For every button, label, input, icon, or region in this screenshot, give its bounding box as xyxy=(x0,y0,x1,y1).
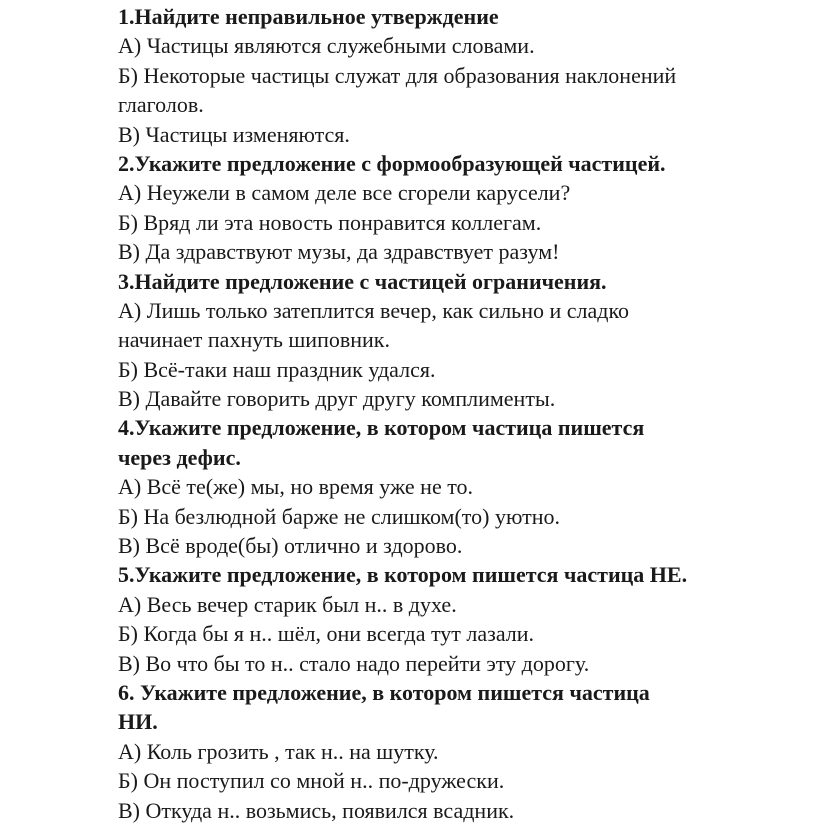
question-line: НИ. xyxy=(118,709,158,735)
question-line: 1.Найдите неправильное утверждение xyxy=(118,4,499,29)
question-line: 6. Укажите предложение, в котором пишется частица xyxy=(118,679,650,705)
answer-line: А) Весь вечер старик был н.. в духе. xyxy=(118,591,457,617)
answer-line: В) Частицы изменяются. xyxy=(118,121,350,147)
question-line: 5.Укажите предложение, в котором пишется частица НЕ. xyxy=(118,562,688,588)
answer-line: Б) Когда бы я н.. шёл, они всегда тут лазали. xyxy=(118,621,535,647)
question-list xyxy=(118,2,818,825)
answer-line: В) Всё вроде(бы) отлично и здорово. xyxy=(118,533,463,559)
cut-off-line-shape xyxy=(118,819,818,828)
answer-line: Б) Он поступил со мной н.. по-дружески. xyxy=(118,768,505,794)
document-page xyxy=(118,2,818,825)
answer-line: Б) Всё-таки наш праздник удался. xyxy=(118,356,436,382)
answer-line: Б) Вряд ли эта новость понравится коллегам. xyxy=(118,209,542,235)
answer-line: А) Лишь только затеплится вечер, как сильно и сладко xyxy=(118,297,630,323)
question-line: 4.Укажите предложение, в котором частица пишется xyxy=(118,415,645,441)
answer-line: А) Всё те(же) мы, но время уже не то. xyxy=(118,474,474,500)
question-line: 2.Укажите предложение с формообразующей частицей. xyxy=(118,150,666,176)
answer-line: В) Давайте говорить друг другу комплименты. xyxy=(118,386,556,412)
cut-off-line xyxy=(118,819,818,828)
answer-line: В) Во что бы то н.. стало надо перейти эту дорогу. xyxy=(118,650,590,676)
answer-line: А) Коль грозить , так н.. на шутку. xyxy=(118,738,439,764)
answer-line: А) Частицы являются служебными словами. xyxy=(118,33,535,59)
answer-line: начинает пахнуть шиповник. xyxy=(118,327,390,353)
answer-line: Б) На безлюдной барже не слишком(то) уютно. xyxy=(118,503,560,529)
answer-line: А) Неужели в самом деле все сгорели карусели? xyxy=(118,180,571,206)
answer-line: Б) Некоторые частицы служат для образования наклонений xyxy=(118,62,677,88)
question-line: 3.Найдите предложение с частицей ограничения. xyxy=(118,268,607,294)
answer-line: глаголов. xyxy=(118,92,204,118)
answer-line: В) Откуда н.. возьмись, появился всадник. xyxy=(118,797,515,823)
answer-line: В) Да здравствуют музы, да здравствует разум! xyxy=(118,239,560,265)
question-line: через дефис. xyxy=(118,444,241,470)
